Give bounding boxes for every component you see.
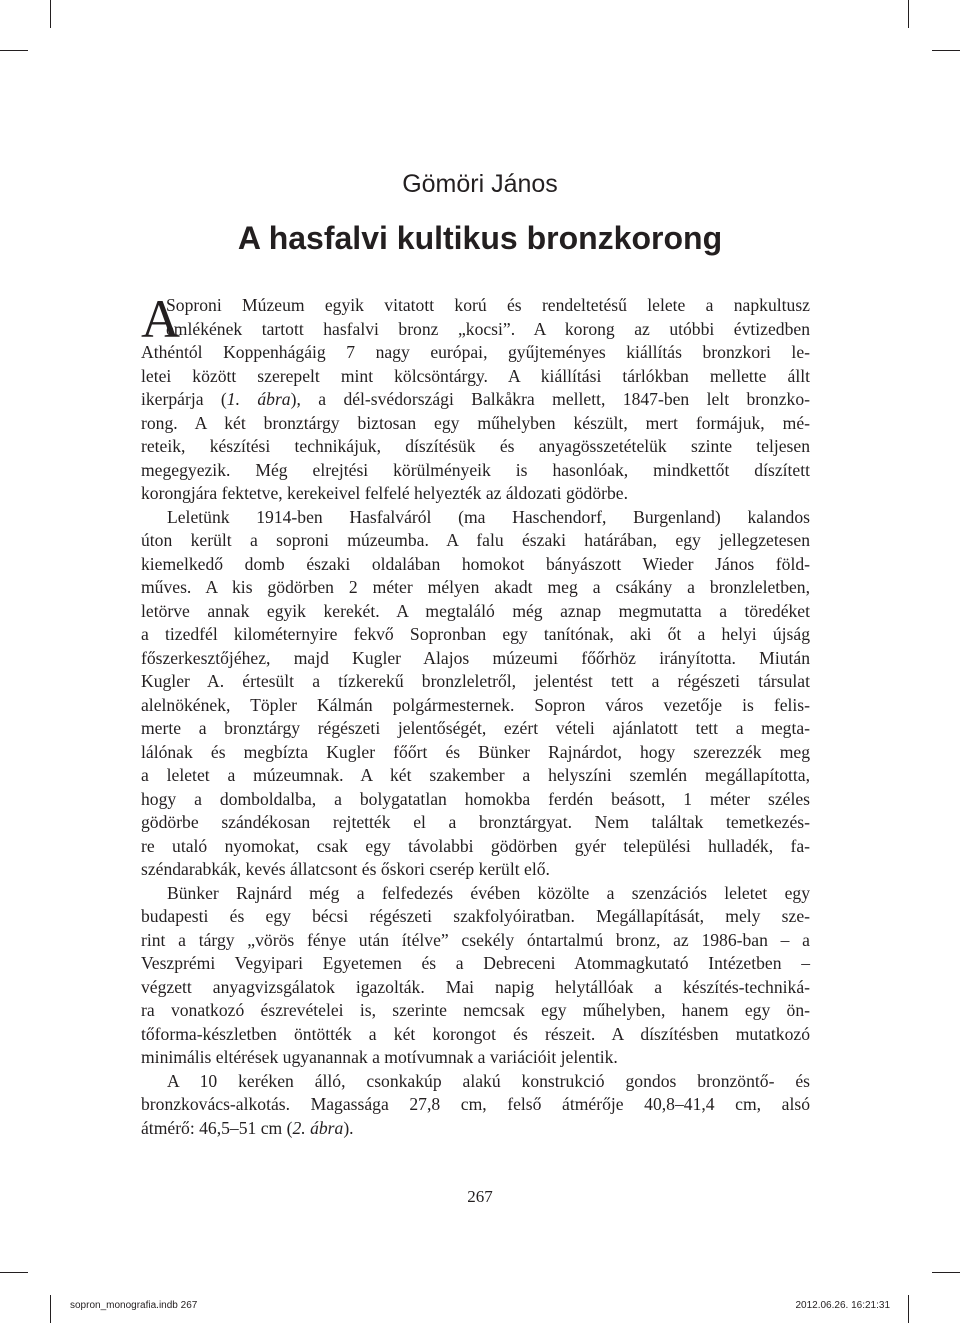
text-line: végzett anyagvizsgálatok igazolták. Mai napig helytállóak a készítés-techniká- [141,976,810,997]
text-line: ikerpárja (1. ábra), a dél-svédországi Balkåkra mellett, 1847-ben lelt bronzko- [141,389,810,409]
figure-reference: 2. ábra [292,1117,344,1138]
author-name: Gömöri János [402,170,558,198]
crop-mark [932,1272,960,1273]
crop-mark [908,0,909,28]
text-line: megegyezik. Még elrejtési körülményeik is hasonlóak, mindkettőt díszített [141,459,810,480]
text-line: átmérő: 46,5–51 cm (2. ábra). [141,1117,354,1138]
text-line: Athéntól Koppenhágáig 7 nagy európai, gyűjteményes kiállítás bronzkori le- [141,342,810,362]
text-line: merte a bronztárgy régészeti jelentőségét, ezért vételi ajánlatott tett a megta- [141,718,810,738]
text-line: emlékének tartott hasfalvi bronz „kocsi”. A korong az utóbbi évtizedben [166,318,810,339]
article-title: A hasfalvi kultikus bronzkorong [237,220,723,256]
text-line: főszerkesztőjéhez, majd Kugler Alajos múzeumi főőrhöz irányította. Miután [141,647,810,668]
text-line: budapesti és egy bécsi régészeti szakfolyóiratban. Megállapítását, mely sze- [141,906,810,926]
text-line: re utaló nyomokat, csak egy távolabbi gödörben gyér települési hulladék, fa- [141,835,810,856]
text-line: reteik, készítési technikájuk, díszítésük és anyagösszetételük szinte teljesen [141,436,810,456]
text-line: Bünker Rajnárd még a felfedezés évében közölte a szenzációs leletet egy [167,882,810,903]
crop-mark [0,1272,28,1273]
figure-reference: 1. ábra [226,389,291,409]
text-line: Veszprémi Vegyipari Egyetemen és a Debreceni Atommagkutató Intézetben – [141,953,810,973]
print-slug-timestamp: 2012.06.26. 16:21:31 [795,1300,890,1311]
text-line: a leletet a múzeumnak. A két szakember a helyszíni szemlén megállapította, [141,765,810,785]
text-line: letörve annak egyik kerekét. A megtaláló még aznap megmutatta a töredéket [141,600,810,621]
text-line: alelnökének, Töpler Kálmán polgármesternek. Sopron város vezetője is felis- [141,694,810,715]
text-line: a tizedfél kilométernyire fekvő Sopronban egy tanítónak, aki őt a helyi újság [141,624,810,644]
crop-mark [908,1295,909,1323]
text-line: korongjára fektetve, kerekeivel felfelé helyezték az áldozati gödörbe. [141,483,628,503]
crop-mark [50,0,51,28]
page-number: 267 [467,1187,493,1206]
text-line: minimális eltérések ugyanannak a motívumnak a variációit jelentik. [141,1047,618,1067]
crop-mark [932,50,960,51]
text-line: tőforma-készletben öntötték a két korongot és részeit. A díszítésben mutatkozó [141,1023,810,1044]
text-line: úton került a soproni múzeumba. A falu északi határában, egy jellegzetesen [141,530,810,550]
print-slug-file: sopron_monografia.indb 267 [70,1300,198,1311]
text-line: A 10 keréken álló, csonkakúp alakú konstrukció gondos bronzöntő- és [167,1070,810,1091]
text-line: letei között szerepelt mint kölcsöntárgy. A kiállítási tárlókban mellette állt [141,365,810,386]
crop-mark [0,50,28,51]
text-line: kiemelkedő domb északi oldalában homokot bányászott Wieder János föld- [141,553,810,574]
text-line: gödörbe szándékosan rejtették el a bronztárgyat. Nem találtak temetkezés- [141,812,810,832]
text-line: műves. A kis gödörben 2 méter mélyen akadt meg a csákány a bronzleletben, [141,577,810,597]
text-line: Kugler A. értesült a tízkerekű bronzleletről, jelentést tett a régészeti társulat [141,671,810,691]
text-line: ra vonatkozó észrevételei is, szerinte nemcsak egy műhelyben, hanem egy ön- [141,1000,810,1020]
text-line: Leletünk 1914-ben Hasfalváról (ma Haschendorf, Burgenland) kalandos [167,506,810,527]
drop-cap: A [141,289,180,349]
text-line: hogy a domboldalba, a bolygatatlan homokba ferdén beásott, 1 méter széles [141,788,810,809]
text-line: Soproni Múzeum egyik vitatott korú és rendeltetésű lelete a napkultusz [166,295,810,315]
text-line: bronzkovács-alkotás. Magassága 27,8 cm, felső átmérője 40,8–41,4 cm, alsó [141,1094,810,1114]
text-line: széndarabkák, kevés állatcsont és őskori cserép került elő. [141,859,550,879]
text-line: lálónak és megbízta Kugler főőrt és Bünker Rajnárdot, hogy szerezzék meg [141,741,810,762]
body-text [141,289,810,1140]
text-line: rong. A két bronztárgy biztosan egy műhelyben készült, mert formájuk, mé- [141,412,810,433]
text-line: rint a tárgy „vörös fénye után ítélve” csekély óntartalmú bronz, az 1986-ban – a [141,929,810,950]
crop-mark [50,1295,51,1323]
